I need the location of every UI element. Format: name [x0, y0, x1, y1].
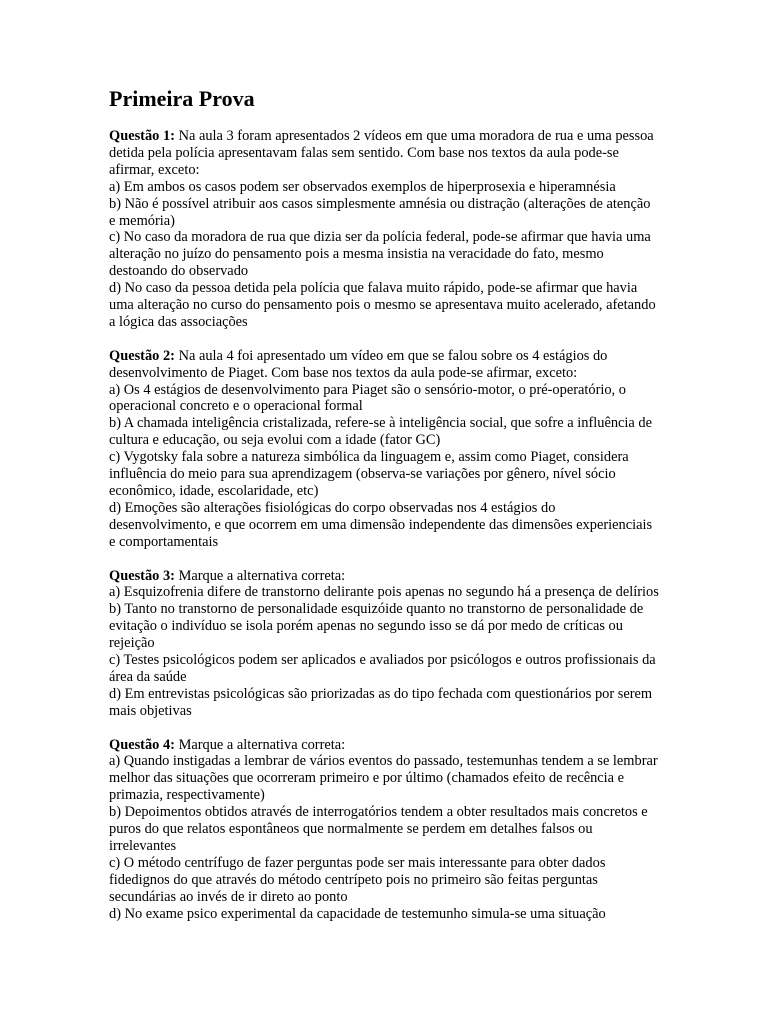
- question-4-option-d: d) No exame psico experimental da capacidade de testemunho simula-se uma situação: [109, 905, 606, 922]
- question-3-option-a: a) Esquizofrenia difere de transtorno delirante pois apenas no segundo há a presença de delírios: [109, 584, 659, 601]
- question-2: [109, 348, 659, 551]
- question-4-option-a: a) Quando instigadas a lembrar de vários eventos do passado, testemunhas tendem a se lembrar melhor das situações que ocorreram primeiro e por último (chamados efeito de recência e primazia, respectivamente): [109, 753, 658, 804]
- question-4-option-c: c) O método centrífugo de fazer perguntas pode ser mais interessante para obter dados fidedignos do que através do método centrípeto pois no primeiro são feitas perguntas secundárias ao invés de ir direto ao ponto: [109, 854, 606, 905]
- question-2-option-d: d) Emoções são alterações fisiológicas do corpo observadas nos 4 estágios do desenvolvimento, e que ocorrem em uma dimensão independente das dimensões experienciais e comportamentais: [109, 499, 653, 550]
- question-1-label: Questão 1:: [109, 128, 175, 144]
- question-1-text: Na aula 3 foram apresentados 2 vídeos em que uma moradora de rua e uma pessoa detida pela polícia apresentavam falas sem sentido. Com base nos textos da aula pode-se afirmar, exceto:: [109, 128, 654, 178]
- question-4-label: Questão 4:: [109, 736, 175, 753]
- question-2-label: Questão 2:: [109, 347, 175, 364]
- question-1: [109, 128, 659, 331]
- question-4-option-b: b) Depoimentos obtidos através de interrogatórios tendem a obter resultados mais concretos e puros do que relatos espontâneos que normalmente se perdem em detalhes falsos ou irrelevantes: [109, 804, 648, 855]
- document-title: Primeira Prova: [109, 86, 255, 111]
- question-3-option-d: d) Em entrevistas psicológicas são priorizadas as do tipo fechada com questionários por serem mais objetivas: [109, 685, 653, 719]
- question-2-text: Na aula 4 foi apresentado um vídeo em que se falou sobre os 4 estágios do desenvolvimento de Piaget. Com base nos textos da aula pode-se afirmar, exceto:: [109, 347, 608, 381]
- question-3-option-b: b) Tanto no transtorno de personalidade esquizóide quanto no transtorno de personalidade de evitação o indivíduo se isola porém apenas no segundo isso se dá por medo de críticas ou rejeição: [109, 601, 644, 652]
- question-4-prompt: [109, 737, 659, 754]
- question-1-option-a: a) Em ambos os casos podem ser observados exemplos de hiperprosexia e hiperamnésia: [109, 178, 616, 195]
- question-2-option-a: a) Os 4 estágios de desenvolvimento para Piaget são o sensório-motor, o pré-operatório, o operacional concreto e o operacional formal: [109, 381, 626, 415]
- question-1-option-d: d) No caso da pessoa detida pela polícia que falava muito rápido, pode-se afirmar que havia uma alteração no curso do pensamento pois o mesmo se apresentava muito acelerado, afetando a lógica das associações: [109, 280, 656, 330]
- question-2-option-b: b) A chamada inteligência cristalizada, refere-se à inteligência social, que sofre a influência de cultura e educação, ou seja evolui com a idade (fator GC): [109, 415, 652, 449]
- question-2-prompt: [109, 348, 659, 382]
- document-page: [109, 86, 659, 939]
- question-3-text: Marque a alternativa correta:: [178, 567, 346, 584]
- question-3-prompt: [109, 568, 659, 585]
- question-1-prompt: [109, 128, 659, 179]
- question-4: [109, 737, 659, 923]
- question-2-option-c: c) Vygotsky fala sobre a natureza simbólica da linguagem e, assim como Piaget, considera influência do meio para sua aprendizagem (observa-se variações por gênero, nível sócio econômico, idade, escolaridade, etc): [109, 449, 629, 500]
- question-3-option-c: c) Testes psicológicos podem ser aplicados e avaliados por psicólogos e outros profissionais da área da saúde: [109, 652, 656, 685]
- question-1-option-c: c) No caso da moradora de rua que dizia ser da polícia federal, pode-se afirmar que havia uma alteração no juízo do pensamento pois a mesma insistia na veracidade do fato, mesmo destoando do observado: [109, 229, 651, 280]
- question-1-option-b: b) Não é possível atribuir aos casos simplesmente amnésia ou distração (alterações de atenção e memória): [109, 195, 651, 229]
- question-3: [109, 568, 659, 720]
- question-3-label: Questão 3:: [109, 567, 175, 584]
- question-4-text: Marque a alternativa correta:: [178, 736, 346, 753]
